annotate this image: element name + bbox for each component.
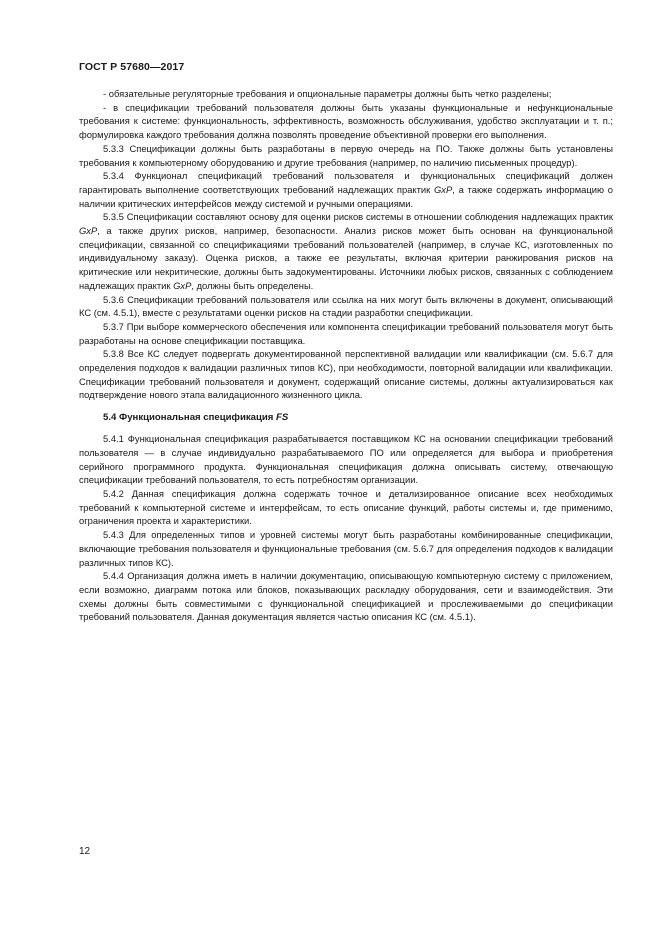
paragraph-text: , должны быть определены. bbox=[191, 279, 314, 291]
paragraph: 5.3.3 Спецификации должны быть разработаны в первую очередь на ПО. Также должны быть установлены требования к компьютерному оборудованию и другие требования (например, по наличию письменных процедур). bbox=[79, 142, 613, 168]
gxp-term: GxP bbox=[434, 183, 453, 195]
paragraph: 5.3.8 Все КС следует подвергать документированной перспективной валидации или квалификации (см. 5.6.7 для определения подходов к валидации различных типов КС), при необходимости, повторной валидации или квалификации. Спецификации требований пользователя и документ, содержащий описание системы, должны актуализироваться как подтверждение нового этапа валидационного жизненного цикла. bbox=[79, 348, 613, 401]
paragraph-text: 5.3.5 Спецификации составляют основу для оценки рисков системы в отношении соблюдения надлежащих практик bbox=[103, 211, 613, 223]
paragraph: - обязательные регуляторные требования и опциональные параметры должны быть четко разделены; bbox=[103, 88, 552, 99]
paragraph bbox=[79, 210, 613, 292]
document-header bbox=[79, 61, 184, 73]
page-number: 12 bbox=[79, 846, 91, 857]
paragraph: 5.3.7 При выборе коммерческого обеспечения или компонента спецификации требований пользователя могут быть разработаны на основе спецификации поставщика. bbox=[79, 320, 613, 346]
paragraph-text: , а также содержать информацию о наличии критических интерфейсов между системой и ручными операциями. bbox=[79, 183, 613, 209]
gxp-term: GxP bbox=[173, 279, 192, 291]
paragraph bbox=[79, 169, 613, 210]
gxp-term: GxP bbox=[79, 225, 98, 237]
paragraph: 5.3.6 Спецификации требований пользователя или ссылка на них могут быть включены в документ, описывающий КС (см. 4.5.1), вместе с результатами оценки рисков на стадии разработки спецификации. bbox=[79, 293, 613, 319]
paragraph: 5.4.3 Для определенных типов и уровней системы могут быть разработаны комбинированные спецификации, включающие требования пользователя и функциональные требования (см. 5.6.7 для определения подходов к валидации различных типов КС). bbox=[79, 529, 613, 568]
paragraph: - в спецификации требований пользователя должны быть указаны функциональные и нефункциональные требования к системе: функциональность, эффективность, возможность обслуживания, удобство эксплуатации и т. п.; формулировка каждого требования должна позволять проведение объективной проверки его выполнения. bbox=[79, 101, 613, 141]
section-heading bbox=[79, 411, 613, 425]
section-heading-text: 5.4 Функциональная спецификация bbox=[103, 412, 277, 424]
paragraph: 5.4.4 Организация должна иметь в наличии документацию, описывающую компьютерную систему с приложением, если возможно, диаграмм потока или блоков, показывающих раскладку оборудования, сети и взаимодействия. Эти схемы должны быть совместимыми с функциональной спецификацией и прослеживаемыми до спецификации требований пользователя. Данная документация является частью описания КС (см. 4.5.1). bbox=[79, 570, 613, 623]
paragraph: 5.4.1 Функциональная спецификация разрабатывается поставщиком КС на основании спецификации требований пользователя — в случае индивидуально разрабатываемого ПО или определяется для выбора и приобретения серийного программного продукта. Функциональная спецификация должна описывать систему, отвечающую спецификации требований пользователя, то есть потребностям организации. bbox=[79, 433, 613, 486]
paragraph-text: , а также других рисков, например, безопасности. Анализ рисков может быть основан на функциональной спецификации, связанной со спецификациями требований пользователей (например, в случае КС, изготовленных по индивидуальному заказу). Оценка рисков, а также ее результаты, включая критерии ранжирования рисков на критические или некритические, должны быть задокументированы. Источники любых рисков, связанных с соблюдением надлежащих практик bbox=[79, 225, 613, 291]
section-heading-abbr: FS bbox=[276, 412, 289, 424]
paragraph-text: 5.3.4 Функционал спецификаций требований пользователя и функциональных спецификаций должен гарантировать выполнение соответствующих требований надлежащих практик bbox=[79, 170, 613, 195]
standard-title: ГОСТ Р 57680—2017 bbox=[79, 61, 185, 73]
page-footer bbox=[79, 846, 90, 857]
paragraph: 5.4.2 Данная спецификация должна содержать точное и детализированное описание всех необходимых требований к компьютерной системе и интерфейсам, то есть описание функций, работы системы и, где применимо, ограничения проекта и характеристики. bbox=[79, 487, 613, 527]
page-body bbox=[79, 87, 613, 624]
